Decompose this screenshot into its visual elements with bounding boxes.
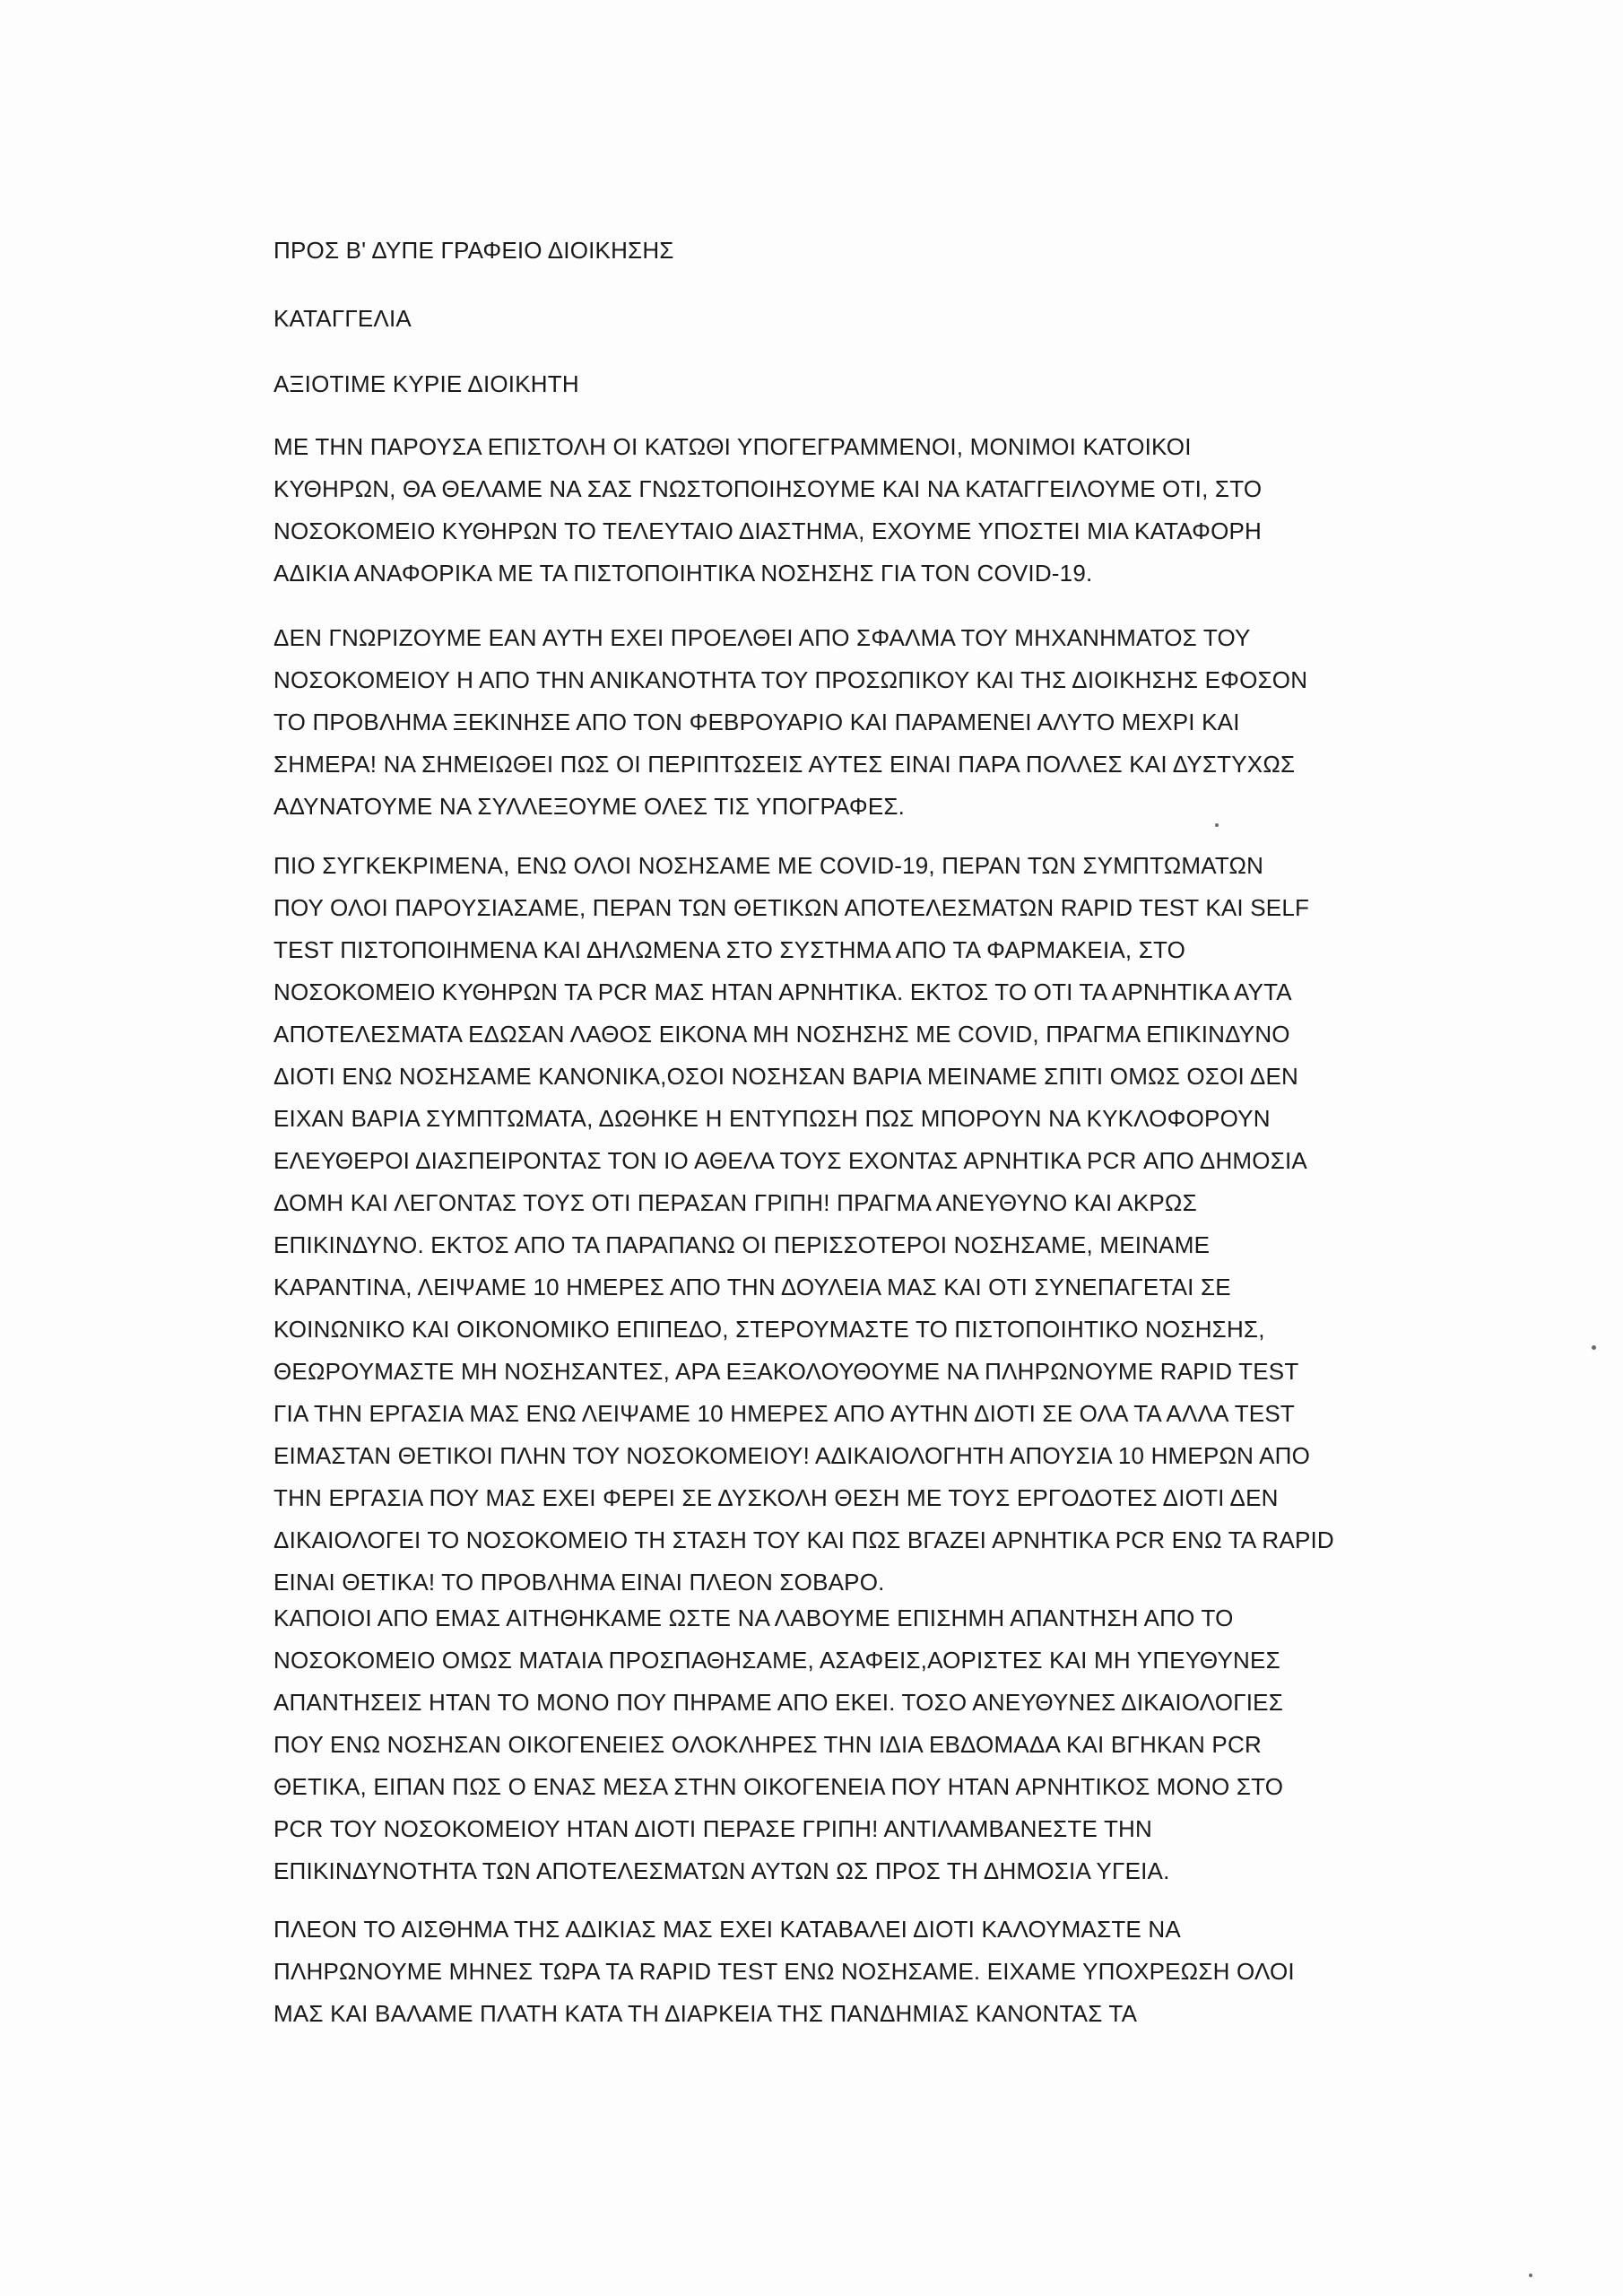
paragraph-line: ΠΛΕΟΝ ΤΟ ΑΙΣΘΗΜΑ ΤΗΣ ΑΔΙΚΙΑΣ ΜΑΣ ΕΧΕΙ ΚΑΤΑΒΑΛΕΙ ΔΙΟΤΙ ΚΑΛΟΥΜΑΣΤΕ ΝΑ (273, 1916, 1181, 1943)
paragraph-line: ΑΔΙΚΙΑ ΑΝΑΦΟΡΙΚΑ ΜΕ ΤΑ ΠΙΣΤΟΠΟΙΗΤΙΚΑ ΝΟΣΗΣΗΣ ΓΙΑ ΤΟΝ COVID-19. (273, 560, 1093, 587)
paragraph-3 (273, 845, 1403, 1604)
paragraph-line: ΠΟΥ ΕΝΩ ΝΟΣΗΣΑΝ ΟΙΚΟΓΕΝΕΙΕΣ ΟΛΟΚΛΗΡΕΣ ΤΗΝ ΙΔΙΑ ΕΒΔΟΜΑΔΑ ΚΑΙ ΒΓΗΚΑΝ PCR (273, 1731, 1262, 1758)
paragraph-line: ΔΟΜΗ ΚΑΙ ΛΕΓΟΝΤΑΣ ΤΟΥΣ ΟΤΙ ΠΕΡΑΣΑΝ ΓΡΙΠΗ! ΠΡΑΓΜΑ ΑΝΕΥΘΥΝΟ ΚΑΙ ΑΚΡΩΣ (273, 1189, 1197, 1216)
paragraph-line: ΑΔΥΝΑΤΟΥΜΕ ΝΑ ΣΥΛΛΕΞΟΥΜΕ ΟΛΕΣ ΤΙΣ ΥΠΟΓΡΑΦΕΣ. (273, 793, 906, 820)
paragraph-line: ΝΟΣΟΚΟΜΕΙΟΥ Η ΑΠΟ ΤΗΝ ΑΝΙΚΑΝΟΤΗΤΑ ΤΟΥ ΠΡΟΣΩΠΙΚΟΥ ΚΑΙ ΤΗΣ ΔΙΟΙΚΗΣΗΣ ΕΦΟΣΟΝ (273, 666, 1308, 693)
paragraph-line: ΜΑΣ ΚΑΙ ΒΑΛΑΜΕ ΠΛΑΤΗ ΚΑΤΑ ΤΗ ΔΙΑΡΚΕΙΑ ΤΗΣ ΠΑΝΔΗΜΙΑΣ ΚΑΝΟΝΤΑΣ ΤΑ (273, 2000, 1138, 2027)
paragraph-line: ΤΗΝ ΕΡΓΑΣΙΑ ΠΟΥ ΜΑΣ ΕΧΕΙ ΦΕΡΕΙ ΣΕ ΔΥΣΚΟΛΗ ΘΕΣΗ ΜΕ ΤΟΥΣ ΕΡΓΟΔΟΤΕΣ ΔΙΟΤΙ ΔΕΝ (273, 1484, 1279, 1511)
paragraph-line: ΕΛΕΥΘΕΡΟΙ ΔΙΑΣΠΕΙΡΟΝΤΑΣ ΤΟΝ ΙΟ ΑΘΕΛΑ ΤΟΥΣ ΕΧΟΝΤΑΣ ΑΡΝΗΤΙΚΑ PCR ΑΠΟ ΔΗΜΟΣΙΑ (273, 1147, 1307, 1174)
paragraph-line: ΑΠΑΝΤΗΣΕΙΣ ΗΤΑΝ ΤΟ ΜΟΝΟ ΠΟΥ ΠΗΡΑΜΕ ΑΠΟ ΕΚΕΙ. ΤΟΣΟ ΑΝΕΥΘΥΝΕΣ ΔΙΚΑΙΟΛΟΓΙΕΣ (273, 1689, 1283, 1716)
paragraph-line: ΕΙΜΑΣΤΑΝ ΘΕΤΙΚΟΙ ΠΛΗΝ ΤΟΥ ΝΟΣΟΚΟΜΕΙΟΥ! ΑΔΙΚΑΙΟΛΟΓΗΤΗ ΑΠΟΥΣΙΑ 10 ΗΜΕΡΩΝ ΑΠΟ (273, 1442, 1311, 1469)
scan-speck (1592, 1345, 1596, 1350)
paragraph-line: ΠΛΗΡΩΝΟΥΜΕ ΜΗΝΕΣ ΤΩΡΑ ΤΑ RAPID TEST ΕΝΩ ΝΟΣΗΣΑΜΕ. ΕΙΧΑΜΕ ΥΠΟΧΡΕΩΣΗ ΟΛΟΙ (273, 1958, 1295, 1985)
paragraph-line: PCR ΤΟΥ ΝΟΣΟΚΟΜΕΙΟΥ ΗΤΑΝ ΔΙΟΤΙ ΠΕΡΑΣΕ ΓΡΙΠΗ! ΑΝΤΙΛΑΜΒΑΝΕΣΤΕ ΤΗΝ (273, 1815, 1152, 1842)
paragraph-line: ΔΙΚΑΙΟΛΟΓΕΙ ΤΟ ΝΟΣΟΚΟΜΕΙΟ ΤΗ ΣΤΑΣΗ ΤΟΥ ΚΑΙ ΠΩΣ ΒΓΑΖΕΙ ΑΡΝΗΤΙΚΑ PCR ΕΝΩ ΤΑ RAPID (273, 1526, 1334, 1553)
paragraph-line: ΓΙΑ ΤΗΝ ΕΡΓΑΣΙΑ ΜΑΣ ΕΝΩ ΛΕΙΨΑΜΕ 10 ΗΜΕΡΕΣ ΑΠΟ ΑΥΤΗΝ ΔΙΟΤΙ ΣΕ ΟΛΑ ΤΑ ΑΛΛΑ TEST (273, 1400, 1295, 1427)
paragraph-line: ΕΙΧΑΝ ΒΑΡΙΑ ΣΥΜΠΤΩΜΑΤΑ, ΔΩΘΗΚΕ Η ΕΝΤΥΠΩΣΗ ΠΩΣ ΜΠΟΡΟΥΝ ΝΑ ΚΥΚΛΟΦΟΡΟΥΝ (273, 1105, 1271, 1132)
paragraph-2 (273, 617, 1403, 828)
recipient-heading (273, 230, 1403, 272)
paragraph-line: ΝΟΣΟΚΟΜΕΙΟ ΟΜΩΣ ΜΑΤΑΙΑ ΠΡΟΣΠΑΘΗΣΑΜΕ, ΑΣΑΦΕΙΣ,ΑΟΡΙΣΤΕΣ ΚΑΙ ΜΗ ΥΠΕΥΘΥΝΕΣ (273, 1647, 1280, 1674)
paragraph-line: ΕΠΙΚΙΝΔΥΝΟ. ΕΚΤΟΣ ΑΠΟ ΤΑ ΠΑΡΑΠΑΝΩ ΟΙ ΠΕΡΙΣΣΟΤΕΡΟΙ ΝΟΣΗΣΑΜΕ, ΜΕΙΝΑΜΕ (273, 1231, 1211, 1258)
subject-heading (273, 298, 1403, 340)
paragraph-line: ΜΕ ΤΗΝ ΠΑΡΟΥΣΑ ΕΠΙΣΤΟΛΗ ΟΙ ΚΑΤΩΘΙ ΥΠΟΓΕΓΡΑΜΜΕΝΟΙ, ΜΟΝΙΜΟΙ ΚΑΤΟΙΚΟΙ (273, 433, 1192, 460)
salutation (273, 363, 1403, 405)
paragraph-5 (273, 1909, 1403, 2035)
recipient-line: ΠΡΟΣ Β' ΔΥΠΕ ΓΡΑΦΕΙΟ ΔΙΟΙΚΗΣΗΣ (273, 237, 674, 264)
scan-speck (1215, 823, 1219, 827)
paragraph-line: ΕΙΝΑΙ ΘΕΤΙΚΑ! ΤΟ ΠΡΟΒΛΗΜΑ ΕΙΝΑΙ ΠΛΕΟΝ ΣΟΒΑΡΟ. (273, 1569, 885, 1596)
scan-speck (1529, 2274, 1532, 2277)
paragraph-line: ΝΟΣΟΚΟΜΕΙΟ ΚΥΘΗΡΩΝ ΤΟ ΤΕΛΕΥΤΑΙΟ ΔΙΑΣΤΗΜΑ, ΕΧΟΥΜΕ ΥΠΟΣΤΕΙ ΜΙΑ ΚΑΤΑΦΟΡΗ (273, 517, 1263, 544)
paragraph-line: ΠΟΥ ΟΛΟΙ ΠΑΡΟΥΣΙΑΣΑΜΕ, ΠΕΡΑΝ ΤΩΝ ΘΕΤΙΚΩΝ ΑΠΟΤΕΛΕΣΜΑΤΩΝ RAPID TEST ΚΑΙ SELF (273, 894, 1310, 921)
paragraph-1 (273, 426, 1403, 595)
paragraph-line: ΚΑΡΑΝΤΙΝΑ, ΛΕΙΨΑΜΕ 10 ΗΜΕΡΕΣ ΑΠΟ ΤΗΝ ΔΟΥΛΕΙΑ ΜΑΣ ΚΑΙ ΟΤΙ ΣΥΝΕΠΑΓΕΤΑΙ ΣΕ (273, 1274, 1231, 1300)
paragraph-line: TEST ΠΙΣΤΟΠΟΙΗΜΕΝΑ ΚΑΙ ΔΗΛΩΜΕΝΑ ΣΤΟ ΣΥΣΤΗΜΑ ΑΠΟ ΤΑ ΦΑΡΜΑΚΕΙΑ, ΣΤΟ (273, 936, 1186, 963)
paragraph-line: ΚΟΙΝΩΝΙΚΟ ΚΑΙ ΟΙΚΟΝΟΜΙΚΟ ΕΠΙΠΕΔΟ, ΣΤΕΡΟΥΜΑΣΤΕ ΤΟ ΠΙΣΤΟΠΟΙΗΤΙΚΟ ΝΟΣΗΣΗΣ, (273, 1316, 1265, 1343)
paragraph-line: ΣΗΜΕΡΑ! ΝΑ ΣΗΜΕΙΩΘΕΙ ΠΩΣ ΟΙ ΠΕΡΙΠΤΩΣΕΙΣ ΑΥΤΕΣ ΕΙΝΑΙ ΠΑΡΑ ΠΟΛΛΕΣ ΚΑΙ ΔΥΣΤΥΧΩΣ (273, 751, 1296, 778)
paragraph-line: ΝΟΣΟΚΟΜΕΙΟ ΚΥΘΗΡΩΝ ΤΑ PCR ΜΑΣ ΗΤΑΝ ΑΡΝΗΤΙΚΑ. ΕΚΤΟΣ ΤΟ ΟΤΙ ΤΑ ΑΡΝΗΤΙΚΑ ΑΥΤΑ (273, 978, 1292, 1005)
paragraph-line: ΔΕΝ ΓΝΩΡΙΖΟΥΜΕ ΕΑΝ ΑΥΤΗ ΕΧΕΙ ΠΡΟΕΛΘΕΙ ΑΠΟ ΣΦΑΛΜΑ ΤΟΥ ΜΗΧΑΝΗΜΑΤΟΣ ΤΟΥ (273, 624, 1251, 651)
subject-line: ΚΑΤΑΓΓΕΛΙΑ (273, 305, 412, 332)
paragraph-line: ΑΠΟΤΕΛΕΣΜΑΤΑ ΕΔΩΣΑΝ ΛΑΘΟΣ ΕΙΚΟΝΑ ΜΗ ΝΟΣΗΣΗΣ ΜΕ COVID, ΠΡΑΓΜΑ ΕΠΙΚΙΝΔΥΝΟ (273, 1021, 1290, 1048)
paragraph-4 (273, 1597, 1403, 1892)
paragraph-line: ΠΙΟ ΣΥΓΚΕΚΡΙΜΕΝΑ, ΕΝΩ ΟΛΟΙ ΝΟΣΗΣΑΜΕ ΜΕ COVID-19, ΠΕΡΑΝ ΤΩΝ ΣΥΜΠΤΩΜΑΤΩΝ (273, 852, 1264, 879)
paragraph-line: ΚΥΘΗΡΩΝ, ΘΑ ΘΕΛΑΜΕ ΝΑ ΣΑΣ ΓΝΩΣΤΟΠΟΙΗΣΟΥΜΕ ΚΑΙ ΝΑ ΚΑΤΑΓΓΕΙΛΟΥΜΕ ΟΤΙ, ΣΤΟ (273, 475, 1263, 502)
paragraph-line: ΤΟ ΠΡΟΒΛΗΜΑ ΞΕΚΙΝΗΣΕ ΑΠΟ ΤΟΝ ΦΕΒΡΟΥΑΡΙΟ ΚΑΙ ΠΑΡΑΜΕΝΕΙ ΑΛΥΤΟ ΜΕΧΡΙ ΚΑΙ (273, 709, 1240, 735)
paragraph-line: ΚΑΠΟΙΟΙ ΑΠΟ ΕΜΑΣ ΑΙΤΗΘΗΚΑΜΕ ΩΣΤΕ ΝΑ ΛΑΒΟΥΜΕ ΕΠΙΣΗΜΗ ΑΠΑΝΤΗΣΗ ΑΠΟ ΤΟ (273, 1605, 1234, 1631)
paragraph-line: ΔΙΟΤΙ ΕΝΩ ΝΟΣΗΣΑΜΕ ΚΑΝΟΝΙΚΑ,ΟΣΟΙ ΝΟΣΗΣΑΝ ΒΑΡΙΑ ΜΕΙΝΑΜΕ ΣΠΙΤΙ ΟΜΩΣ ΟΣΟΙ ΔΕΝ (273, 1063, 1299, 1090)
paragraph-line: ΕΠΙΚΙΝΔΥΝΟΤΗΤΑ ΤΩΝ ΑΠΟΤΕΛΕΣΜΑΤΩΝ ΑΥΤΩΝ ΩΣ ΠΡΟΣ ΤΗ ΔΗΜΟΣΙΑ ΥΓΕΙΑ. (273, 1857, 1170, 1884)
paragraph-line: ΘΕΩΡΟΥΜΑΣΤΕ ΜΗ ΝΟΣΗΣΑΝΤΕΣ, ΑΡΑ ΕΞΑΚΟΛΟΥΘΟΥΜΕ ΝΑ ΠΛΗΡΩΝΟΥΜΕ RAPID TEST (273, 1358, 1299, 1385)
salutation-line: ΑΞΙΟΤΙΜΕ ΚΥΡΙΕ ΔΙΟΙΚΗΤΗ (273, 370, 579, 397)
paragraph-line: ΘΕΤΙΚΑ, ΕΙΠΑΝ ΠΩΣ Ο ΕΝΑΣ ΜΕΣΑ ΣΤΗΝ ΟΙΚΟΓΕΝΕΙΑ ΠΟΥ ΗΤΑΝ ΑΡΝΗΤΙΚΟΣ ΜΟΝΟ ΣΤΟ (273, 1773, 1284, 1800)
